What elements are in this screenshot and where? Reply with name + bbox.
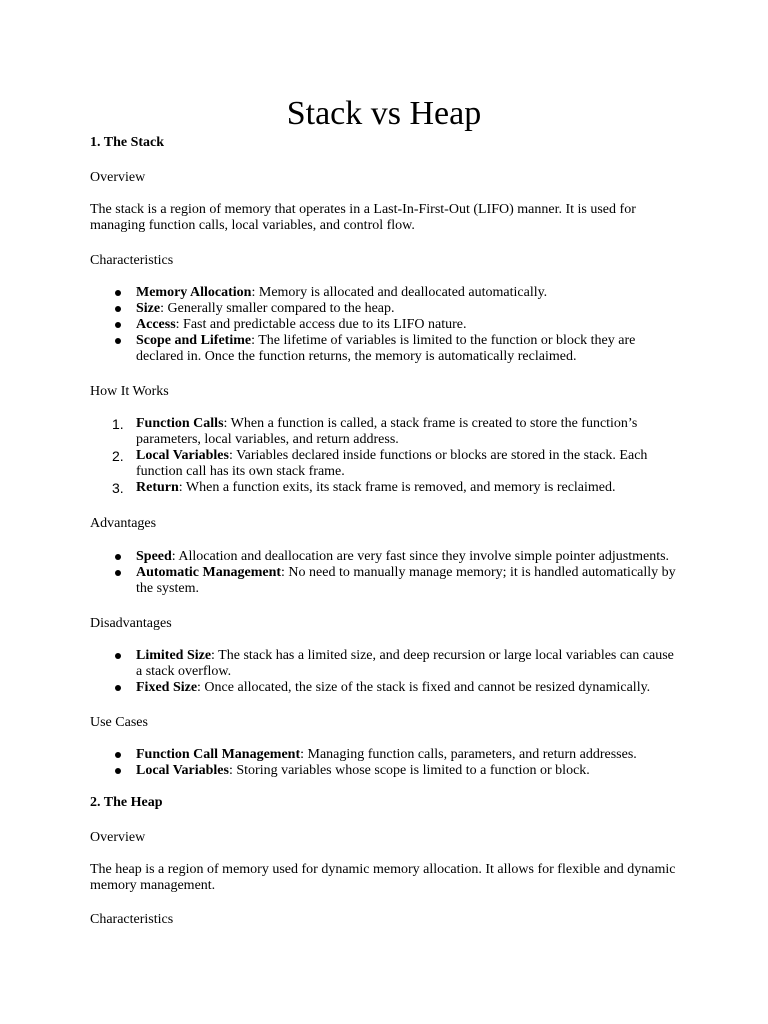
list-item-text: : When a function exits, its stack frame is removed, and memory is reclaimed.	[178, 480, 616, 495]
stack-advantages-list	[90, 549, 678, 597]
list-item-text: : Allocation and deallocation are very fast since they involve simple pointer adjustments.	[171, 549, 670, 564]
list-item-term: Return	[136, 480, 179, 495]
stack-advantages-label: Advantages	[90, 516, 157, 531]
list-item-term: Access	[136, 317, 176, 332]
list-item-term: Scope and Lifetime	[136, 333, 252, 348]
list-item-term: Function Call Management	[136, 747, 301, 762]
heap-overview-label: Overview	[90, 830, 146, 845]
list-item-text: : Memory is allocated and deallocated automatically.	[251, 285, 548, 300]
heap-characteristics-label: Characteristics	[90, 912, 174, 927]
list-item-term: Memory Allocation	[136, 285, 252, 300]
list-item-text: : Managing function calls, parameters, and return addresses.	[300, 747, 637, 762]
list-item	[90, 317, 678, 333]
list-item-text: : Once allocated, the size of the stack is fixed and cannot be resized dynamically.	[197, 680, 651, 695]
stack-disadvantages-label: Disadvantages	[90, 616, 172, 631]
stack-characteristics-label: Characteristics	[90, 253, 174, 268]
heap-overview-text: The heap is a region of memory used for dynamic memory allocation. It allows for flexible and dynamic memory management.	[90, 862, 676, 893]
list-item-text: : Variables declared inside functions or blocks are stored in the stack. Each function call has its own stack frame.	[136, 448, 648, 479]
section-heading-stack: 1. The Stack	[90, 135, 165, 150]
list-item	[90, 480, 678, 496]
stack-disadvantages-list	[90, 648, 678, 696]
bullet-icon	[115, 685, 121, 691]
bullet-icon	[115, 290, 121, 296]
stack-how-label: How It Works	[90, 384, 169, 399]
stack-use-cases-list	[90, 747, 678, 779]
list-item-text: : When a function is called, a stack frame is created to store the function’s parameters, local variables, and return address.	[136, 416, 638, 447]
list-item-text: : No need to manually manage memory; it is handled automatically by the system.	[136, 565, 676, 596]
list-item-term: Automatic Management	[136, 565, 282, 580]
stack-characteristics-list	[90, 285, 678, 365]
page-title: Stack vs Heap	[286, 95, 482, 132]
list-number: 3.	[112, 480, 124, 496]
list-item	[90, 763, 678, 779]
list-item	[90, 680, 678, 696]
list-item-text: : The lifetime of variables is limited to the function or block they are declared in. Once the function returns, the memory is automatically reclaimed.	[136, 333, 636, 364]
list-item-term: Local Variables	[136, 763, 229, 778]
bullet-icon	[115, 570, 121, 576]
list-item	[90, 333, 678, 365]
list-number: 1.	[112, 416, 124, 432]
stack-how-list	[90, 416, 678, 496]
list-item-term: Speed	[136, 549, 172, 564]
bullet-icon	[115, 768, 121, 774]
bullet-icon	[115, 554, 121, 560]
list-item	[90, 549, 678, 565]
bullet-icon	[115, 322, 121, 328]
list-item	[90, 565, 678, 597]
section-heading-heap: 2. The Heap	[90, 795, 163, 810]
list-item-term: Function Calls	[136, 416, 224, 431]
list-item	[90, 648, 678, 680]
list-item-text: : Fast and predictable access due to its LIFO nature.	[175, 317, 467, 332]
list-item	[90, 301, 678, 317]
list-item-term: Local Variables	[136, 448, 229, 463]
bullet-icon	[115, 338, 121, 344]
list-item	[90, 747, 678, 763]
stack-use-cases-label: Use Cases	[90, 715, 148, 730]
list-item-text: : Generally smaller compared to the heap.	[160, 301, 395, 316]
bullet-icon	[115, 752, 121, 758]
list-item-term: Limited Size	[136, 648, 212, 663]
bullet-icon	[115, 306, 121, 312]
list-number: 2.	[112, 448, 124, 464]
stack-overview-label: Overview	[90, 170, 146, 185]
list-item	[90, 416, 678, 448]
list-item-term: Fixed Size	[136, 680, 198, 695]
list-item	[90, 448, 678, 480]
list-item-text: : Storing variables whose scope is limited to a function or block.	[228, 763, 590, 778]
list-item-term: Size	[136, 301, 161, 316]
bullet-icon	[115, 653, 121, 659]
list-item	[90, 285, 678, 301]
stack-overview-text: The stack is a region of memory that operates in a Last-In-First-Out (LIFO) manner. It is used for managing function calls, local variables, and control flow.	[90, 202, 636, 233]
list-item-text: : The stack has a limited size, and deep recursion or large local variables can cause a stack overflow.	[136, 648, 674, 679]
